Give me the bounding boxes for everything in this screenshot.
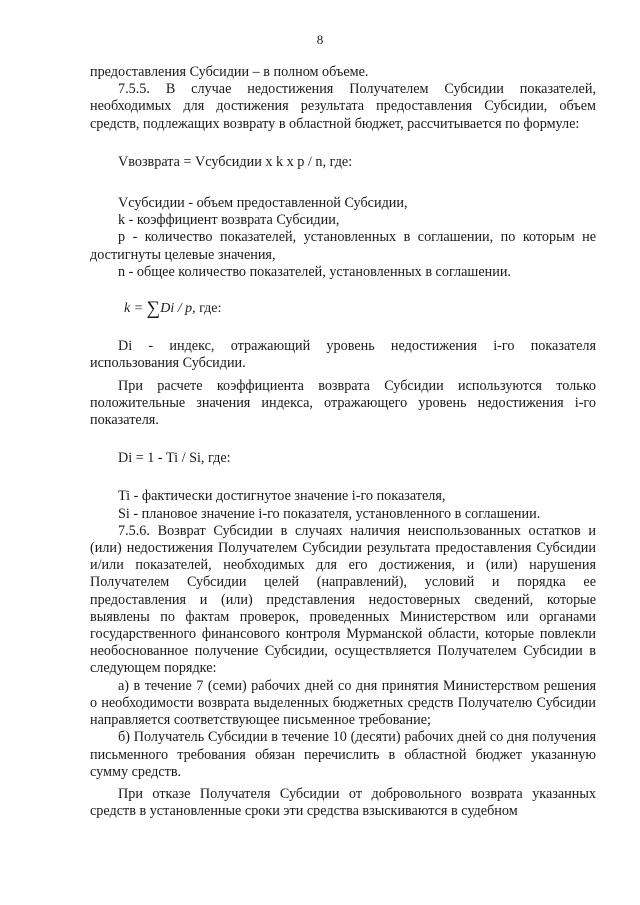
formula-k-lhs: k = <box>124 301 144 317</box>
definition-k: k - коэффициент возврата Субсидии, <box>118 212 340 229</box>
formula-k <box>90 298 596 320</box>
formula-v-return: Vвозврата = Vсубсидии x k x p / n, где: <box>118 153 353 170</box>
definition-si: Si - плановое значение i-го показателя, установленного в соглашении. <box>118 505 541 522</box>
page-number: 8 <box>316 32 324 47</box>
paragraph-calc-note: При расчете коэффициента возврата Субсидии используются только положительные значения индекса, отражающего уровень недостижения i-го показателя. <box>90 377 596 429</box>
formula-di: Di = 1 - Ti / Si, где: <box>118 450 231 467</box>
paragraph-7-5-6: 7.5.6. Возврат Субсидии в случаях наличия неиспользованных остатков и (или) недостижения Получателем Субсидии результата предоставления Субсидии и/или показателей, необходимых для его достижения, и (или) нарушения Получателем Субсидии целей (направлений), условий и порядка ее предоставления и (или) представления недостоверных сведений, которые выявлены по фактам проверок, проведенных Министерством или органами государственного финансового контроля Мурманской области, которые повлекли необоснованное получение Субсидии, осуществляется Получателем Субсидии в следующем порядке: <box>90 522 596 677</box>
formula-k-tail: , где: <box>192 301 222 317</box>
paragraph-refusal: При отказе Получателя Субсидии от добровольного возврата указанных средств в установленные сроки эти средства взыскиваются в судебном <box>90 785 596 820</box>
definition-p: p - количество показателей, установленных в соглашении, по которым не достигнуты целевые значения, <box>90 229 596 263</box>
formula-k-rhs: Di / p <box>160 301 193 317</box>
paragraph-continuation: предоставления Субсидии – в полном объеме. <box>90 64 369 80</box>
list-item-b: б) Получатель Субсидии в течение 10 (десяти) рабочих дней со дня получения письменного требования обязан перечислить в областной бюджет указанную сумму средств. <box>90 729 596 780</box>
paragraph-7-5-5: 7.5.5. В случае недостижения Получателем Субсидии показателей, необходимых для достижения результата предоставления Субсидии, объем средств, подлежащих возврату в областной бюджет, рассчитывается по формуле: <box>90 81 596 132</box>
list-item-a: а) в течение 7 (семи) рабочих дней со дня принятия Министерством решения о необходимости возврата выделенных бюджетных средств Получателю Субсидии направляется соответствующее письменное требование; <box>90 677 596 729</box>
definition-v-subsidy: Vсубсидии - объем предоставленной Субсидии, <box>118 195 408 212</box>
sum-symbol: ∑ <box>146 298 161 320</box>
definition-n: n - общее количество показателей, установленных в соглашении. <box>118 263 511 280</box>
document-body <box>90 64 596 820</box>
definition-di: Di - индекс, отражающий уровень недостижения i-го показателя использования Субсидии. <box>90 338 596 372</box>
definition-ti: Ti - фактически достигнутое значение i-го показателя, <box>118 488 446 505</box>
